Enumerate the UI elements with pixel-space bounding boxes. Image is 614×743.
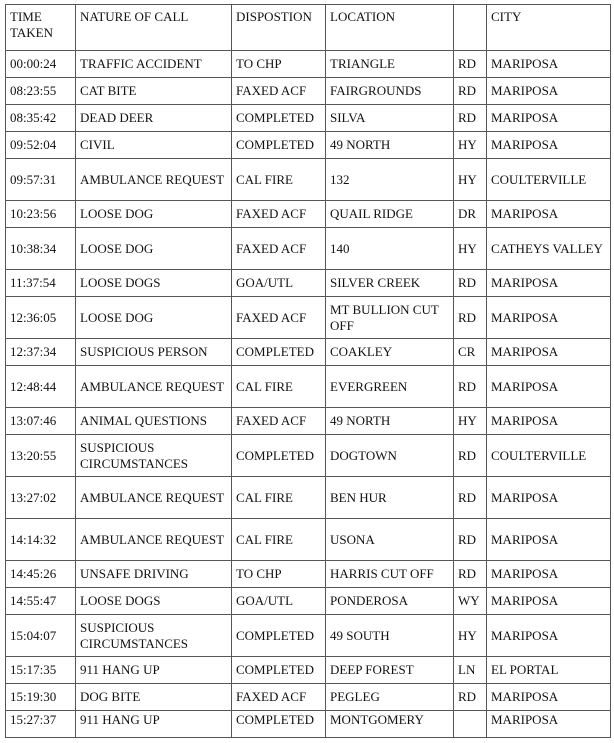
cell-disposition: COMPLETED [232,339,326,366]
table-row [6,561,611,588]
table-row [6,339,611,366]
cell-suffix: RD [454,519,487,561]
header-nature: NATURE OF CALL [76,5,232,51]
cell-suffix: WY [454,588,487,615]
cell-time: 15:27:37 [6,711,76,738]
cell-city: MARIPOSA [487,711,611,738]
table-row [6,297,611,339]
cell-nature: 911 HANG UP [76,711,232,738]
cell-nature: TRAFFIC ACCIDENT [76,51,232,78]
cell-time: 10:38:34 [6,228,76,270]
cell-city: MARIPOSA [487,105,611,132]
table-row [6,588,611,615]
cell-location: DEEP FOREST [326,657,454,684]
cell-location: FAIRGROUNDS [326,78,454,105]
cell-nature: LOOSE DOGS [76,588,232,615]
cell-disposition: COMPLETED [232,105,326,132]
cell-time: 00:00:24 [6,51,76,78]
cell-disposition: FAXED ACF [232,78,326,105]
cell-nature: DEAD DEER [76,105,232,132]
table-row [6,615,611,657]
header-disposition: DISPOSTION [232,5,326,51]
cell-nature: CIVIL [76,132,232,159]
cell-nature: AMBULANCE REQUEST [76,159,232,201]
table-row [6,657,611,684]
cell-disposition: CAL FIRE [232,477,326,519]
table-row [6,78,611,105]
cell-nature: DOG BITE [76,684,232,711]
header-time: TIME TAKEN [6,5,76,51]
cell-location: SILVA [326,105,454,132]
cell-nature: ANIMAL QUESTIONS [76,408,232,435]
cell-nature: AMBULANCE REQUEST [76,366,232,408]
table-row [6,132,611,159]
cell-city: MARIPOSA [487,519,611,561]
cell-suffix: HY [454,159,487,201]
cell-location: 49 SOUTH [326,615,454,657]
cell-disposition: FAXED ACF [232,228,326,270]
cell-suffix [454,711,487,738]
cell-location: EVERGREEN [326,366,454,408]
cell-location: SILVER CREEK [326,270,454,297]
cell-nature: LOOSE DOG [76,201,232,228]
cell-suffix: HY [454,615,487,657]
cell-nature: SUSPICIOUS CIRCUMSTANCES [76,615,232,657]
cell-nature: LOOSE DOG [76,228,232,270]
cell-suffix: RD [454,684,487,711]
cell-time: 13:27:02 [6,477,76,519]
cell-time: 09:52:04 [6,132,76,159]
cell-location: PEGLEG [326,684,454,711]
table-row [6,51,611,78]
call-log-document [5,4,611,738]
cell-disposition: CAL FIRE [232,366,326,408]
call-log-body [6,5,611,738]
cell-city: MARIPOSA [487,339,611,366]
cell-nature: LOOSE DOG [76,297,232,339]
table-row [6,159,611,201]
cell-time: 13:20:55 [6,435,76,477]
cell-suffix: RD [454,270,487,297]
cell-time: 08:23:55 [6,78,76,105]
cell-time: 08:35:42 [6,105,76,132]
cell-time: 14:45:26 [6,561,76,588]
cell-city: MARIPOSA [487,615,611,657]
cell-suffix: LN [454,657,487,684]
cell-city: MARIPOSA [487,477,611,519]
cell-nature: LOOSE DOGS [76,270,232,297]
cell-city: MARIPOSA [487,297,611,339]
cell-nature: UNSAFE DRIVING [76,561,232,588]
cell-suffix: RD [454,297,487,339]
cell-location: 49 NORTH [326,408,454,435]
cell-suffix: RD [454,78,487,105]
cell-disposition: FAXED ACF [232,297,326,339]
table-row [6,435,611,477]
header-suffix [454,5,487,51]
cell-suffix: HY [454,228,487,270]
table-row [6,228,611,270]
cell-suffix: HY [454,408,487,435]
call-log-table [5,4,611,738]
cell-disposition: FAXED ACF [232,684,326,711]
cell-city: MARIPOSA [487,270,611,297]
table-row [6,270,611,297]
cell-time: 12:37:34 [6,339,76,366]
cell-disposition: FAXED ACF [232,201,326,228]
cell-city: MARIPOSA [487,51,611,78]
cell-location: PONDEROSA [326,588,454,615]
cell-location: 49 NORTH [326,132,454,159]
cell-time: 13:07:46 [6,408,76,435]
cell-suffix: RD [454,51,487,78]
cell-nature: AMBULANCE REQUEST [76,477,232,519]
cell-disposition: FAXED ACF [232,408,326,435]
cell-suffix: RD [454,366,487,408]
cell-nature: SUSPICIOUS CIRCUMSTANCES [76,435,232,477]
cell-disposition: COMPLETED [232,615,326,657]
cell-location: USONA [326,519,454,561]
cell-disposition: GOA/UTL [232,588,326,615]
table-row [6,201,611,228]
cell-time: 15:19:30 [6,684,76,711]
cell-time: 14:14:32 [6,519,76,561]
cell-location: DOGTOWN [326,435,454,477]
cell-time: 12:48:44 [6,366,76,408]
cell-suffix: RD [454,435,487,477]
header-city: CITY [487,5,611,51]
cell-city: MARIPOSA [487,132,611,159]
table-row [6,477,611,519]
cell-suffix: DR [454,201,487,228]
cell-location: MONTGOMERY [326,711,454,738]
cell-nature: AMBULANCE REQUEST [76,519,232,561]
cell-time: 14:55:47 [6,588,76,615]
header-location: LOCATION [326,5,454,51]
cell-location: QUAIL RIDGE [326,201,454,228]
cell-time: 11:37:54 [6,270,76,297]
table-row [6,105,611,132]
cell-location: 132 [326,159,454,201]
cell-city: MARIPOSA [487,588,611,615]
cell-suffix: RD [454,105,487,132]
cell-time: 15:17:35 [6,657,76,684]
table-row [6,366,611,408]
cell-city: MARIPOSA [487,561,611,588]
cell-nature: CAT BITE [76,78,232,105]
cell-disposition: COMPLETED [232,711,326,738]
cell-location: 140 [326,228,454,270]
cell-disposition: COMPLETED [232,657,326,684]
cell-disposition: TO CHP [232,561,326,588]
cell-city: CATHEYS VALLEY [487,228,611,270]
cell-city: COULTERVILLE [487,159,611,201]
cell-disposition: COMPLETED [232,435,326,477]
cell-suffix: CR [454,339,487,366]
cell-suffix: RD [454,561,487,588]
cell-location: BEN HUR [326,477,454,519]
cell-time: 09:57:31 [6,159,76,201]
cell-location: COAKLEY [326,339,454,366]
cell-location: MT BULLION CUT OFF [326,297,454,339]
cell-disposition: GOA/UTL [232,270,326,297]
cell-time: 10:23:56 [6,201,76,228]
cell-time: 15:04:07 [6,615,76,657]
cell-disposition: CAL FIRE [232,159,326,201]
cell-location: HARRIS CUT OFF [326,561,454,588]
cell-time: 12:36:05 [6,297,76,339]
cell-suffix: RD [454,477,487,519]
cell-city: MARIPOSA [487,684,611,711]
table-row [6,519,611,561]
cell-disposition: CAL FIRE [232,519,326,561]
table-row [6,711,611,738]
cell-city: MARIPOSA [487,408,611,435]
table-row [6,408,611,435]
cell-disposition: TO CHP [232,51,326,78]
cell-city: COULTERVILLE [487,435,611,477]
cell-disposition: COMPLETED [232,132,326,159]
cell-suffix: HY [454,132,487,159]
cell-location: TRIANGLE [326,51,454,78]
cell-city: MARIPOSA [487,366,611,408]
cell-city: MARIPOSA [487,201,611,228]
cell-city: EL PORTAL [487,657,611,684]
header-row [6,5,611,51]
cell-city: MARIPOSA [487,78,611,105]
cell-nature: SUSPICIOUS PERSON [76,339,232,366]
table-row [6,684,611,711]
cell-nature: 911 HANG UP [76,657,232,684]
